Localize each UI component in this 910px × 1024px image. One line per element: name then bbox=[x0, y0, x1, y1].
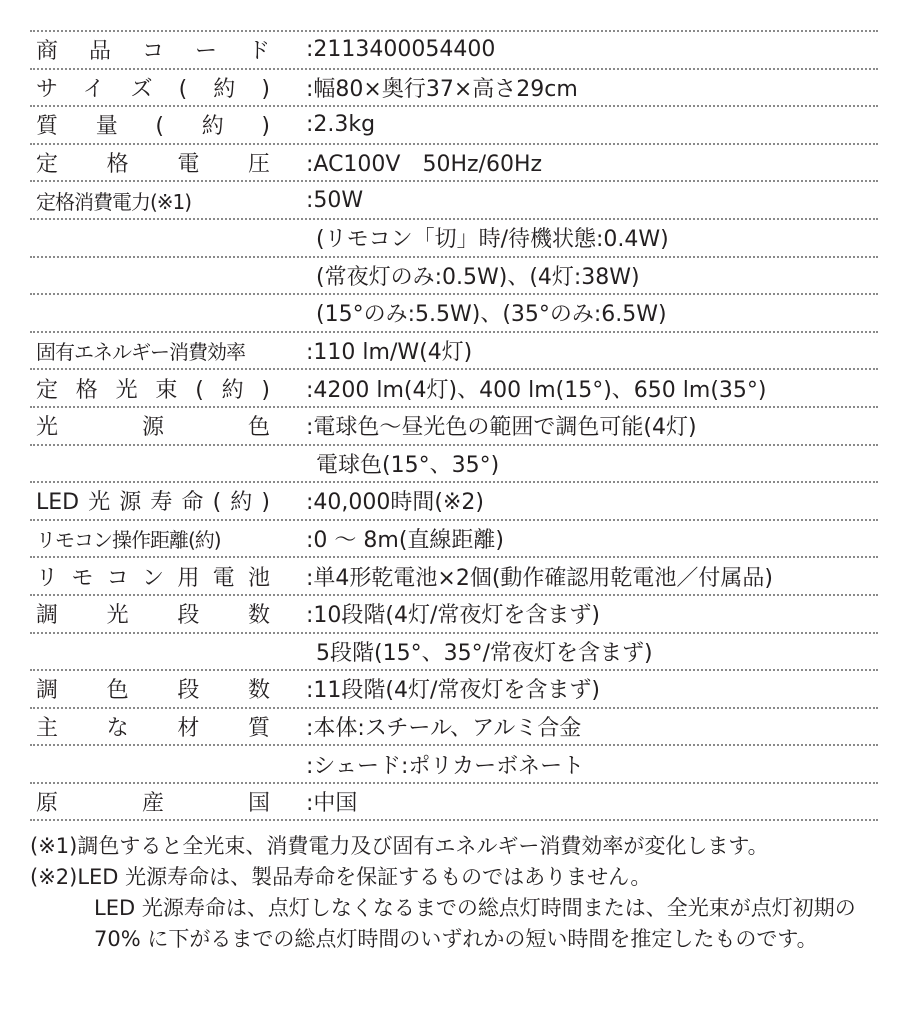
spec-row-rated-voltage bbox=[30, 145, 878, 183]
spec-value: :4200 lm(4灯)、400 lm(15°)、650 lm(35°) bbox=[306, 377, 767, 403]
spec-row-product-code bbox=[30, 32, 878, 70]
spec-label: 定格電圧 bbox=[36, 152, 270, 178]
spec-row-remote-distance bbox=[30, 521, 878, 559]
footnote-1 bbox=[30, 831, 878, 862]
spec-row-rated-power-spot bbox=[30, 295, 878, 333]
spec-row-color-steps bbox=[30, 671, 878, 709]
spec-row-dimming-steps bbox=[30, 596, 878, 634]
spec-value: :幅80×奥行37×高さ29cm bbox=[306, 76, 578, 102]
footnote-2 bbox=[30, 862, 878, 893]
spec-label: 原産国 bbox=[36, 791, 270, 817]
spec-value: 電球色(15°、35°) bbox=[316, 452, 500, 478]
spec-row-led-life bbox=[30, 483, 878, 521]
spec-value: :シェード:ポリカーボネート bbox=[306, 753, 585, 779]
spec-row-luminous-flux bbox=[30, 370, 878, 408]
spec-row-weight bbox=[30, 107, 878, 145]
spec-row-materials bbox=[30, 709, 878, 747]
footnote-text: LED 光源寿命は、製品寿命を保証するものではありません。 bbox=[77, 865, 652, 890]
spec-row-rated-power-nightlight bbox=[30, 258, 878, 296]
spec-value: :110 lm/W(4灯) bbox=[306, 340, 473, 366]
spec-label: 定格光束(約) bbox=[36, 377, 270, 403]
spec-label: リモコン操作距離(約) bbox=[36, 528, 221, 553]
spec-row-light-color bbox=[30, 408, 878, 446]
spec-row-light-color-spot bbox=[30, 446, 878, 484]
spec-label: 固有エネルギー消費効率 bbox=[36, 340, 245, 365]
spec-value: :0 ～ 8m(直線距離) bbox=[306, 528, 504, 554]
spec-label: 質量(約) bbox=[36, 114, 270, 140]
spec-value: :AC100V 50Hz/60Hz bbox=[306, 152, 543, 178]
spec-value: :中国 bbox=[306, 791, 358, 817]
spec-value: :40,000時間(※2) bbox=[306, 490, 484, 516]
footnote-body bbox=[77, 831, 878, 862]
spec-row-rated-power-standby bbox=[30, 220, 878, 258]
spec-value: 5段階(15°、35°/常夜灯を含まず) bbox=[316, 640, 653, 666]
spec-label: 調色段数 bbox=[36, 678, 270, 704]
spec-value: :単4形乾電池×2個(動作確認用乾電池／付属品) bbox=[306, 565, 774, 591]
spec-label: サイズ(約) bbox=[36, 76, 270, 102]
spec-label: 調光段数 bbox=[36, 603, 270, 629]
spec-label: 主な材質 bbox=[36, 715, 270, 741]
footnote-text: 調色すると全光束、消費電力及び固有エネルギー消費効率が変化します。 bbox=[77, 834, 769, 859]
footnote-body bbox=[77, 862, 878, 893]
spec-row-efficiency bbox=[30, 333, 878, 371]
spec-label: リモコン用電池 bbox=[36, 565, 270, 591]
footnote-mark: (※2) bbox=[30, 865, 78, 890]
spec-label: 商品コード bbox=[36, 39, 270, 65]
spec-value: (15°のみ:5.5W)、(35°のみ:6.5W) bbox=[316, 302, 667, 328]
spec-table bbox=[30, 30, 878, 821]
footnote-detail: LED 光源寿命は、点灯しなくなるまでの総点灯時間または、全光束が点灯初期の 70% に下がるまでの総点灯時間のいずれかの短い時間を推定したものです。 bbox=[94, 896, 856, 952]
spec-row-dimming-steps-spot bbox=[30, 634, 878, 672]
spec-value: :本体:スチール、アルミ合金 bbox=[306, 715, 582, 741]
spec-row-materials-shade bbox=[30, 746, 878, 784]
spec-row-origin bbox=[30, 784, 878, 822]
spec-value: :10段階(4灯/常夜灯を含まず) bbox=[306, 603, 600, 629]
footnotes bbox=[30, 831, 878, 955]
spec-row-rated-power bbox=[30, 182, 878, 220]
spec-value: :2.3kg bbox=[306, 112, 376, 138]
spec-value: (常夜灯のみ:0.5W)、(4灯:38W) bbox=[316, 264, 640, 290]
spec-value: :電球色～昼光色の範囲で調色可能(4灯) bbox=[306, 415, 697, 441]
spec-value: :11段階(4灯/常夜灯を含まず) bbox=[306, 678, 600, 704]
spec-row-size bbox=[30, 70, 878, 108]
spec-sheet bbox=[30, 30, 878, 955]
spec-value: :50W bbox=[306, 187, 364, 213]
spec-value: (リモコン「切」時/待機状態:0.4W) bbox=[316, 227, 669, 253]
spec-label: 光源色 bbox=[36, 415, 270, 441]
spec-value: :2113400054400 bbox=[306, 37, 496, 63]
spec-label: 定格消費電力(※1) bbox=[36, 189, 192, 214]
footnote-mark: (※1) bbox=[30, 834, 78, 859]
spec-row-remote-battery bbox=[30, 558, 878, 596]
spec-label: LED光源寿命(約) bbox=[36, 490, 270, 516]
